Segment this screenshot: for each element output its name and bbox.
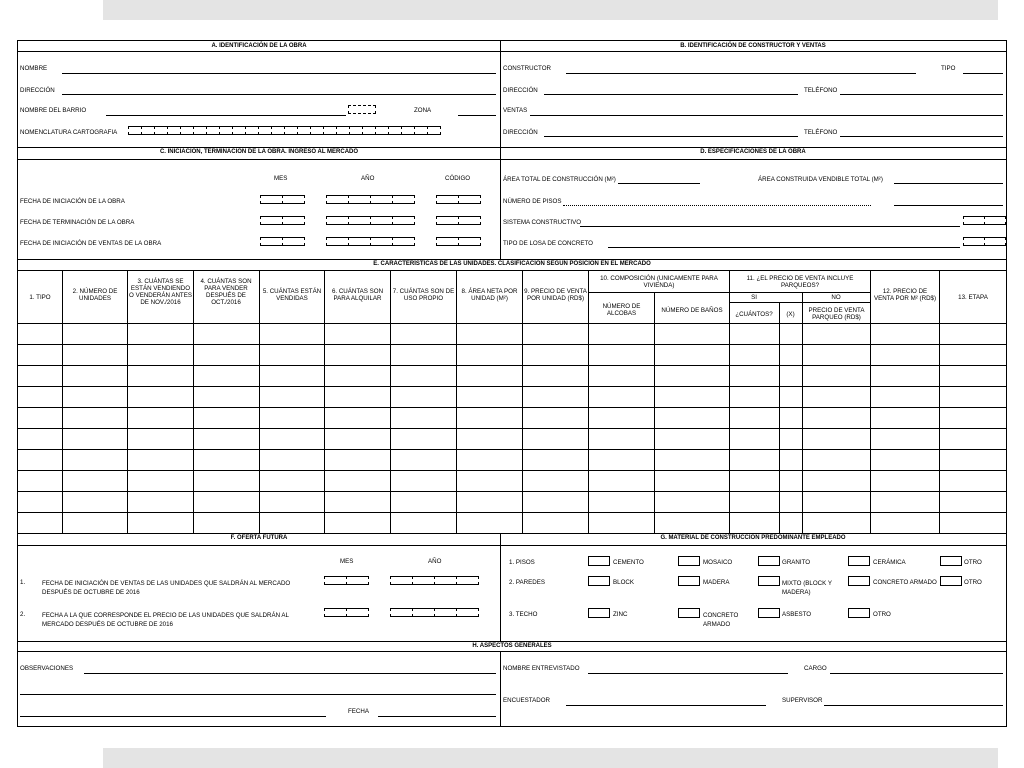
top-band: [103, 0, 998, 20]
g-asbesto: ASBESTO: [782, 611, 812, 618]
b-direccion-label: DIRECCIÓN: [503, 87, 538, 94]
b-ventas-label: VENTAS: [503, 107, 528, 114]
survey-form: [17, 40, 1007, 727]
a-zona-line[interactable]: [458, 115, 496, 116]
section-d-title: D. ESPECIFICACIONES DE LA OBRA: [700, 149, 806, 155]
e-precio-parqueo: PRECIO DE VENTA PARQUEO (RD$): [808, 307, 865, 321]
c-row3-anio[interactable]: [326, 237, 414, 246]
a-nombre-line[interactable]: [62, 73, 496, 74]
b-telefono-label: TELÉFONO: [804, 87, 838, 94]
h-observaciones-label: OBSERVACIONES: [20, 665, 74, 672]
d-pisos-line[interactable]: [563, 205, 871, 206]
a-direccion-label: DIRECCIÓN: [20, 87, 55, 94]
h-encuestador-line[interactable]: [566, 705, 766, 706]
c-row3-mes[interactable]: [260, 237, 304, 246]
g-granito-checkbox[interactable]: [758, 556, 780, 566]
d-area-total-label: ÁREA TOTAL DE CONSTRUCCIÓN (M²): [503, 176, 616, 183]
g-cemento: CEMENTO: [613, 559, 644, 566]
b-tipo-line[interactable]: [963, 73, 1003, 74]
a-nombre-label: NOMBRE: [20, 65, 48, 72]
g-otro2-checkbox[interactable]: [940, 576, 962, 586]
g-asbesto-checkbox[interactable]: [758, 608, 780, 618]
e-no: NO: [831, 294, 841, 301]
b-telefono2-label: TELÉFONO: [804, 129, 838, 136]
f-n2: 2.: [20, 611, 26, 618]
g-concreto: CONCRETO ARMADO: [703, 612, 739, 628]
g-block: BLOCK: [613, 579, 634, 586]
d-losa-boxes[interactable]: [963, 237, 1005, 246]
a-nomenclatura-label: NOMENCLATURA CARTOGRAFIA: [20, 129, 118, 136]
e-col7: 7. CUÁNTAS SON DE USO PROPIO: [392, 288, 455, 302]
g-zinc: ZINC: [613, 611, 628, 618]
c-mes-label: MES: [274, 175, 288, 182]
g-otro3-checkbox[interactable]: [848, 608, 870, 618]
d-sistema-boxes[interactable]: [963, 216, 1005, 225]
d-sistema-label: SISTEMA CONSTRUCTIVO: [503, 219, 582, 226]
e-col6: 6. CUÁNTAS SON PARA ALQUILAR: [331, 288, 384, 302]
e-col5: 5. CUÁNTAS ESTÁN VENDIDAS: [262, 288, 322, 302]
b-constructor-label: CONSTRUCTOR: [503, 65, 552, 72]
a-zona-label: ZONA: [414, 107, 432, 114]
section-e-title: E. CARACTERÍSTICAS DE LAS UNIDADES. CLASIFICACIÓN SEGÚN POSICIÓN EN EL MERCADO: [373, 261, 651, 267]
c-row1-mes[interactable]: [260, 195, 304, 204]
g-concreto-checkbox[interactable]: [678, 608, 700, 618]
f-n1: 1.: [20, 579, 26, 586]
c-row3-label: FECHA DE INICIACIÓN DE VENTAS DE LA OBRA: [20, 240, 162, 247]
d-pisos-label: NÚMERO DE PISOS: [503, 198, 562, 205]
h-fecha-line-left[interactable]: [20, 716, 326, 717]
a-barrio-line[interactable]: [106, 115, 346, 116]
section-a-title: A. IDENTIFICACIÓN DE LA OBRA: [211, 43, 307, 49]
f-item2-mes[interactable]: [324, 608, 368, 617]
c-row2-mes[interactable]: [260, 216, 304, 225]
e-col10: 10. COMPOSICIÓN (UNICAMENTE PARA VIVIENDA): [600, 275, 718, 289]
e-col13: 13. ETAPA: [958, 294, 988, 301]
b-direccion-line[interactable]: [544, 94, 798, 95]
g-madera: MADERA: [703, 579, 730, 586]
b-constructor-line[interactable]: [566, 73, 916, 74]
c-row1-anio[interactable]: [326, 195, 414, 204]
e-col2: 2. NÚMERO DE UNIDADES: [72, 288, 118, 302]
e-col12: 12. PRECIO DE VENTA POR M² (RD$): [873, 288, 937, 302]
f-item1-anio[interactable]: [390, 576, 478, 585]
g-mosaico: MOSAICO: [703, 559, 733, 566]
e-x: (X): [786, 311, 795, 318]
h-fecha-line[interactable]: [378, 716, 496, 717]
c-row2-label: FECHA DE TERMINACIÓN DE LA OBRA: [20, 219, 135, 226]
g-concreto-armado: CONCRETO ARMADO: [873, 579, 937, 586]
d-losa-line[interactable]: [608, 247, 960, 248]
f-item2: FECHA A LA QUE CORRESPONDE EL PRECIO DE LAS UNIDADES QUE SALDRÁN AL MERCADO DESPUÉS DE OCTUBRE DE 2016: [42, 612, 289, 628]
d-area-vendible-label: ÁREA CONSTRUIDA VENDIBLE TOTAL (M²): [758, 176, 883, 183]
b-tipo-label: TIPO: [941, 65, 956, 72]
e-col11: 11. ¿EL PRECIO DE VENTA INCLUYE PARQUEOS?: [746, 275, 854, 289]
c-codigo-label: CÓDIGO: [445, 175, 471, 182]
d-pisos-line2[interactable]: [894, 205, 1003, 206]
g-otro1-checkbox[interactable]: [940, 556, 962, 566]
h-encuestador-label: ENCUESTADOR: [503, 697, 550, 704]
e-col1: 1. TIPO: [29, 294, 51, 301]
a-direccion-line[interactable]: [62, 94, 496, 95]
g-granito: GRANITO: [782, 559, 811, 566]
b-ventas-line[interactable]: [530, 115, 1003, 116]
g-techo: 3. TECHO: [509, 611, 538, 618]
d-area-total-line[interactable]: [618, 183, 700, 184]
e-cuantos: ¿CUÁNTOS?: [735, 311, 773, 318]
h-supervisor-label: SUPERVISOR: [782, 697, 823, 704]
h-cargo-label: CARGO: [804, 665, 827, 672]
h-entrevistado-line[interactable]: [588, 673, 788, 674]
e-col9: 9. PRECIO DE VENTA POR UNIDAD (RD$): [524, 288, 587, 302]
section-f-title: F. OFERTA FUTURA: [230, 535, 288, 541]
g-ceramica: CERÁMICA: [873, 559, 906, 566]
d-area-vendible-line[interactable]: [894, 183, 1003, 184]
section-g-title: G. MATERIAL DE CONSTRUCCIÓN PREDOMINANTE EMPLEADO: [660, 535, 846, 541]
b-direccion2-label: DIRECCIÓN: [503, 129, 538, 136]
f-item1: FECHA DE INICIACIÓN DE VENTAS DE LAS UNIDADES QUE SALDRÁN AL MERCADO DESPUÉS DE OCTUBRE DE 2016: [42, 580, 291, 596]
e-col10a: NÚMERO DE ALCOBAS: [602, 303, 641, 317]
h-fecha-label: FECHA: [348, 708, 369, 715]
g-otro1: OTRO: [964, 559, 982, 566]
e-col8: 8. ÁREA NETA POR UNIDAD (M²): [461, 288, 518, 302]
section-b-title: B. IDENTIFICACIÓN DE CONSTRUCTOR Y VENTAS: [680, 43, 826, 49]
c-row2-codigo[interactable]: [436, 216, 480, 225]
g-concreto-armado-checkbox[interactable]: [848, 576, 870, 586]
c-anio-label: AÑO: [361, 175, 375, 182]
c-row2-anio[interactable]: [326, 216, 414, 225]
g-otro3: OTRO: [873, 611, 891, 618]
g-otro2: OTRO: [964, 579, 982, 586]
e-col10b: NÚMERO DE BAÑOS: [661, 307, 723, 314]
g-mosaico-checkbox[interactable]: [678, 556, 700, 566]
e-si: SI: [751, 294, 757, 301]
g-madera-checkbox[interactable]: [678, 576, 700, 586]
f-mes-label: MES: [340, 558, 354, 565]
g-zinc-checkbox[interactable]: [588, 608, 610, 618]
f-item1-mes[interactable]: [324, 576, 368, 585]
d-sistema-line[interactable]: [580, 226, 960, 227]
a-nomenclatura-boxes[interactable]: [128, 126, 440, 135]
e-col3: 3. CUÁNTAS SE ESTÁN VENDIENDO O VENDERÁN ANTES DE NOV./2016: [129, 278, 192, 306]
g-cemento-checkbox[interactable]: [588, 556, 610, 566]
section-h-title: H. ASPECTOS GENERALES: [472, 643, 552, 649]
bottom-band: [103, 748, 998, 768]
g-pisos: 1. PISOS: [509, 559, 535, 566]
c-row3-codigo[interactable]: [436, 237, 480, 246]
c-row1-label: FECHA DE INICIACIÓN DE LA OBRA: [20, 198, 125, 205]
g-mixto-checkbox[interactable]: [758, 576, 780, 586]
h-cargo-line[interactable]: [830, 673, 1003, 674]
a-barrio-code-box[interactable]: [348, 105, 375, 114]
e-col4: 4. CUÁNTAS SON PARA VENDER DESPUÉS DE OCT./2016: [200, 278, 252, 306]
h-observaciones-line[interactable]: [84, 673, 496, 674]
section-c-title: C. INICIACIÓN, TERMINACIÓN DE LA OBRA. INGRESO AL MERCADO: [159, 149, 359, 155]
g-block-checkbox[interactable]: [588, 576, 610, 586]
f-anio-label: AÑO: [428, 558, 442, 565]
h-observaciones-line2[interactable]: [20, 694, 496, 695]
f-item2-anio[interactable]: [390, 608, 478, 617]
b-telefono2-line[interactable]: [840, 136, 1003, 137]
b-telefono-line[interactable]: [840, 94, 1003, 95]
b-direccion2-line[interactable]: [544, 136, 798, 137]
a-barrio-label: NOMBRE DEL BARRIO: [20, 107, 87, 114]
d-losa-label: TIPO DE LOSA DE CONCRETO: [503, 240, 593, 247]
h-entrevistado-label: NOMBRE ENTREVISTADO: [503, 665, 580, 672]
h-supervisor-line[interactable]: [824, 705, 1003, 706]
c-row1-codigo[interactable]: [436, 195, 480, 204]
g-mixto: MIXTO (BLOCK Y MADERA): [782, 580, 832, 596]
g-paredes: 2. PAREDES: [509, 579, 545, 586]
g-ceramica-checkbox[interactable]: [848, 556, 870, 566]
